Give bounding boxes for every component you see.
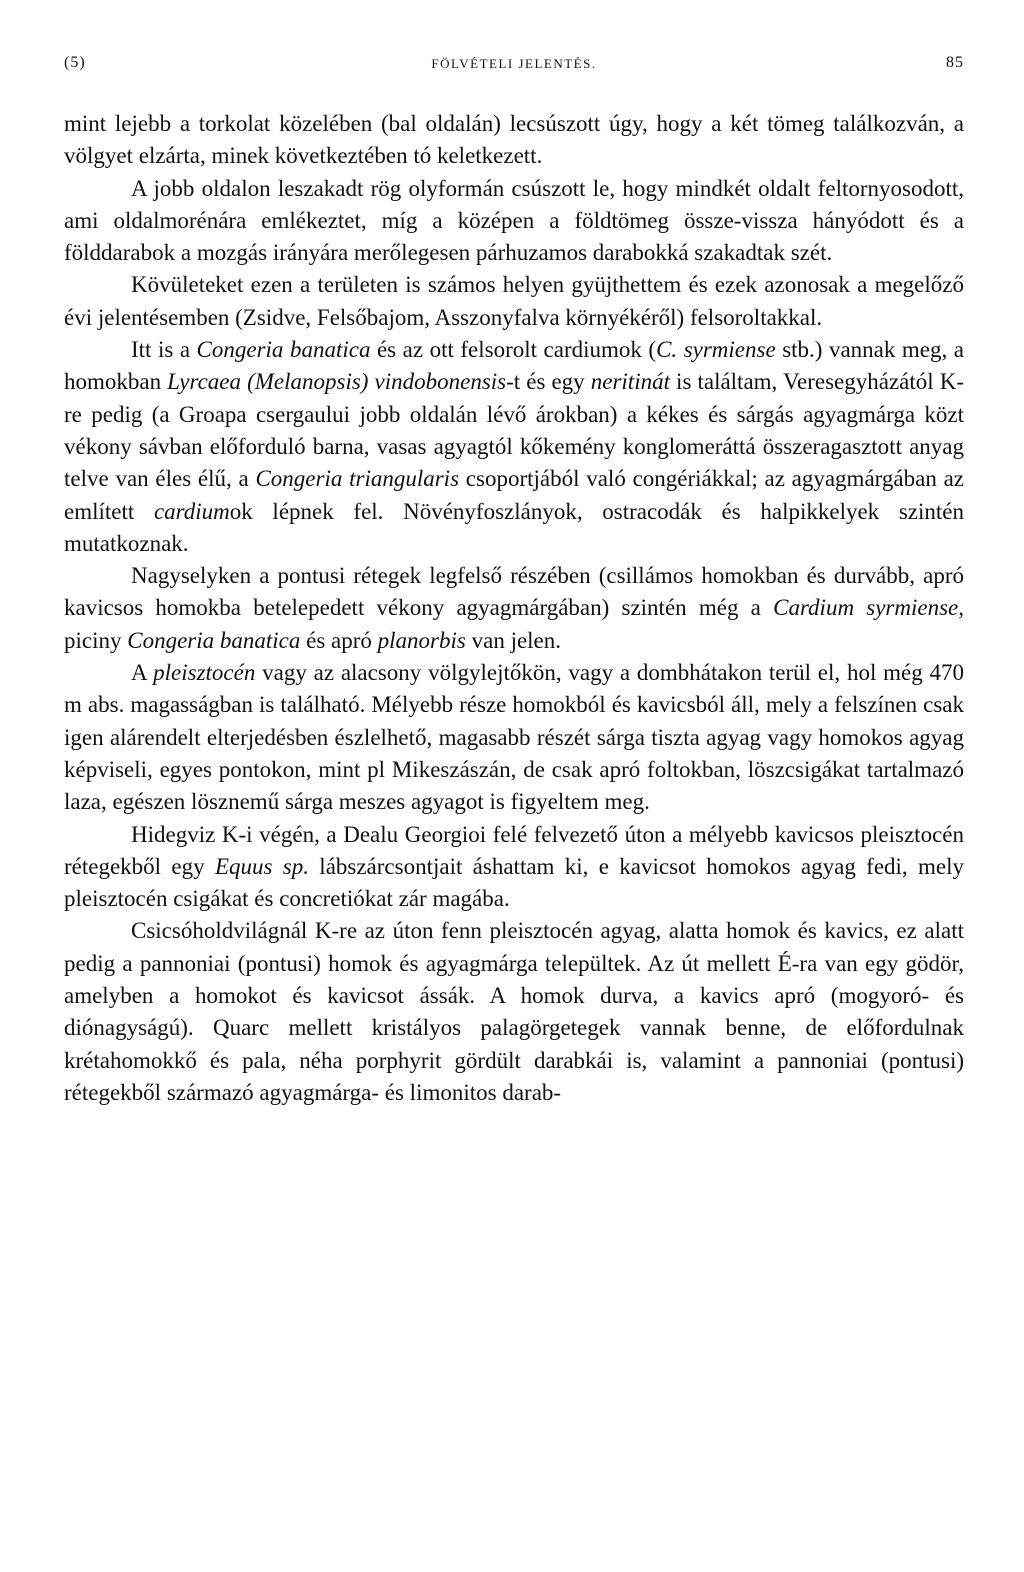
text-run: van jelen. <box>465 627 562 653</box>
text-run: vagy az alacsony völgylejtőkön, vagy a dombhátakon terül el, hol még 470 m abs. magasságban is található. Mélyebb része homokból és kavicsból áll, mely a felszínen csak igen alárendelt elterjedésben észlelhető, magasabb részét sárga tiszta agyag vagy homokos agyag képviseli, egyes pontokon, mint pl Mikeszászán, de csak apró foltokban, löszcsigákat tartalmazó laza, egészen lösznemű sárga meszes agyagot is figyeltem meg. <box>64 660 965 815</box>
italic-term: planorbis <box>377 627 466 653</box>
italic-term: cardium <box>153 498 230 524</box>
text-run: is találtam, Veresegyházától K-re pedig (a Groapa csergaului jobb oldalán lévő árokban) a kékes és sárgás agyagmárga közt vékony sávban előforduló barna, vasas agyagtól kőkemény konglomeráttá összeragasztott anyag telve van éles élű, a <box>64 369 964 492</box>
italic-term: Congeria banatica <box>196 337 371 363</box>
page-number: 85 <box>946 54 964 71</box>
text-run: A <box>131 660 154 686</box>
body-text <box>64 108 964 1109</box>
text-run: és apró <box>300 627 378 653</box>
italic-term: Equus sp. <box>214 853 309 879</box>
page <box>64 54 964 1109</box>
section-number: (5) <box>64 54 86 71</box>
italic-term: Lyrcaea (Melanopsis) vindobonensis <box>167 369 507 395</box>
text-run: ok lépnek fel. Növényfoszlányok, ostracodák és halpikkelyek szintén mutatkoznak. <box>64 498 964 556</box>
italic-term: Congeria banatica <box>127 627 301 653</box>
text-run: és az ott felsorolt cardiumok ( <box>370 337 657 363</box>
paragraph <box>64 334 964 560</box>
text-run: csoportjából való congériákkal; az agyagmárgában az említett <box>64 466 964 524</box>
text-run: lábszárcsontjait áshattam ki, e kavicsot homokos agyag fedi, mely pleisztocén csigákat és concretiókat zár magába. <box>64 853 964 912</box>
text-run: mint lejebb a torkolat közelében (bal oldalán) lecsúszott úgy, hogy a két tömeg találkozván, a völgyet elzárta, minek következtében tó keletkezett. <box>64 111 964 169</box>
text-run: stb.) vannak meg, a homokban <box>64 337 964 395</box>
paragraph <box>64 173 964 270</box>
italic-term: Congeria triangularis <box>255 466 460 492</box>
paragraph <box>64 915 964 1109</box>
text-run: Csicsóholdvilágnál K-re az úton fenn pleisztocén agyag, alatta homok és kavics, ez alatt pedig a pannoniai (pontusi) homok és agyagmárga települtek. Az út mellett É-ra van egy gödör, amelyben a homokot és kavicsot ássák. A homok durva, a kavics apró (mogyoró- és diónagyságú). Quarc mellett kristályos palagörgetegek vannak benne, de előfordulnak krétahomokkő és pala, néha porphyrit gördült darabkái is, valamint a pannoniai (pontusi) rétegekből származó agyagmárga- és limonitos darab- <box>64 918 964 1105</box>
italic-term: neritinát <box>590 369 670 395</box>
italic-term: C. syrmiense <box>656 337 776 363</box>
paragraph <box>64 819 964 916</box>
text-run: Hidegviz K-i végén, a Dealu Georgioi felé felvezető úton a mélyebb kavicsos pleisztocén rétegekből egy <box>64 821 964 879</box>
running-title: FÖLVÉTELI JELENTÉS. <box>431 56 597 71</box>
italic-term: pleisztocén <box>153 660 256 686</box>
text-run: Kövületeket ezen a területen is számos helyen gyüjthettem és ezek azonosak a megelőző évi jelentésemben (Zsidve, Felsőbajom, Asszonyfalva környékéről) felsoroltakkal. <box>64 272 964 330</box>
text-run: piciny <box>64 627 128 653</box>
text-run: Itt is a <box>131 337 197 363</box>
running-header <box>64 54 964 82</box>
paragraph <box>64 560 964 657</box>
text-run: Nagyselyken a pontusi rétegek legfelső részében (csillámos homokban és durvább, apró kavicsos homokba betelepedett vékony agyagmárgában) szintén még a <box>64 563 964 621</box>
paragraph <box>64 269 964 334</box>
text-run: -t és egy <box>506 369 591 395</box>
text-run: A jobb oldalon leszakadt rög olyformán csúszott le, hogy mindkét oldalt feltornyosodott, ami oldalmorénára emlékeztet, míg a középen a földtömeg össze-vissza hányódott és a földdarabok a mozgás irányára merőlegesen párhuzamos darabokká szakadtak szét. <box>64 175 964 266</box>
paragraph <box>64 657 964 818</box>
italic-term: Cardium syrmiense, <box>773 595 964 621</box>
paragraph <box>64 108 964 173</box>
